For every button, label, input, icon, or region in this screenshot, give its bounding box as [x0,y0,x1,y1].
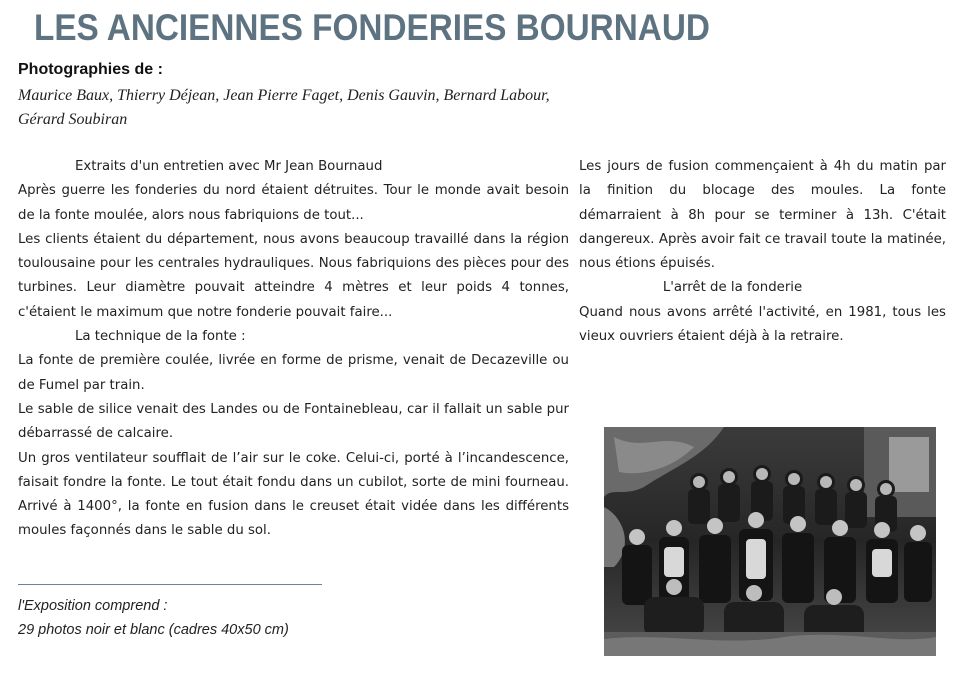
technique-heading: La technique de la fonte : [75,329,246,345]
group-photo-image [604,427,936,656]
interview-heading: Extraits d'un entretien avec Mr Jean Bournaud [75,159,383,174]
exhibition-heading: l'Exposition comprend : [18,598,168,614]
paragraph: Le sable de silice venait des Landes ou de Fontainebleau, car il fallait un sable pur débarrassé de calcaire. [18,401,569,442]
paragraph: Quand nous avons arrêté l'activité, en 1981, tous les vieux ouvriers étaient déjà à la retraire. [579,304,946,345]
paragraph: Après guerre les fonderies du nord étaient détruites. Tour le monde avait besoin de la fonte moulée, alors nous fabriquions de tout... [18,183,569,223]
photographers-list: Maurice Baux, Thierry Déjean, Jean Pierre Faget, Denis Gauvin, Bernard Labour, Gérard Soubiran [18,87,550,128]
footer-divider [18,584,322,585]
exhibition-detail: 29 photos noir et blanc (cadres 40x50 cm) [18,622,289,638]
page-title: LES ANCIENNES FONDERIES BOURNAUD [34,7,710,48]
left-column [18,155,569,544]
paragraph: Les jours de fusion commençaient à 4h du matin par la finition du blocage des moules. La fonte démarraient à 8h pour se terminer à 13h. C'était dangereux. Après avoir fait ce travail toute la matinée, nous étions épuisés. [579,159,946,272]
photographers-heading: Photographies de : [18,61,163,78]
paragraph: Les clients étaient du département, nous avons beaucoup travaillé dans la région toulousaine pour les centrales hydrauliques. Nous fabriquions des pièces pour des turbines. Leur diamètre pouvait atteindre 4 mètres et leur poids 4 tonnes, c'étaient le maximum que notre fonderie pouvait faire... [18,231,569,320]
paragraph: La fonte de première coulée, livrée en forme de prisme, venait de Decazeville ou de Fumel par train. [18,353,569,393]
group-photo-workers [604,427,936,656]
exhibition-info [18,594,289,642]
right-column [579,155,946,349]
stop-heading: L'arrêt de la fonderie [662,280,803,296]
paragraph: Un gros ventilateur soufflait de l’air sur le coke. Celui-ci, porté à l’incandescence, faisait fondre la fonte. Le tout était fondu dans un cubilot, sorte de mini fourneau. Arrivé à 1400°, la fonte en fusion dans le creuset était vidée dans les différents moules façonnés dans le sable du sol. [18,450,569,539]
